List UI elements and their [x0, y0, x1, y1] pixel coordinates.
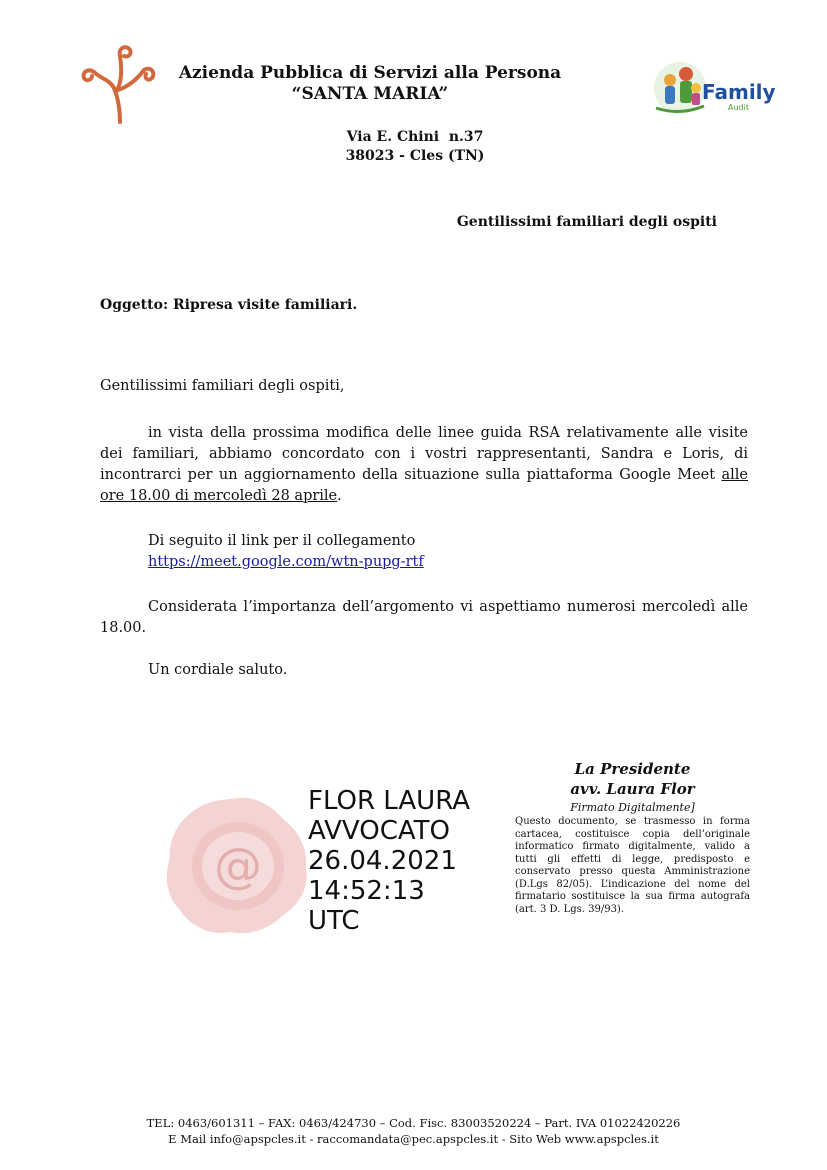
subject-line: Oggetto: Ripresa visite familiari. — [100, 297, 358, 313]
organization-name-line1: Azienda Pubblica di Servizi alla Persona — [178, 63, 562, 83]
stamp-time: 14:52:13 — [308, 876, 425, 906]
paragraph-3-text: Considerata l’importanza dell’argomento vi aspettiamo numerosi mercoledì alle 18.00. — [100, 599, 748, 636]
greeting: Gentilissimi familiari degli ospiti, — [100, 378, 345, 394]
paragraph-1-end: . — [337, 488, 342, 504]
footer — [80, 1115, 747, 1147]
stamp-signer-role: AVVOCATO — [308, 816, 450, 846]
signature-legal-note: Questo documento, se trasmesso in forma cartacea, costituisce copia dell’originale informatico firmato digitalmente, valido a tutti gli effetti di legge, predisposto e conservato presso questa Amministrazione (D.Lgs 82/05). L’indicazione del nome del firmatario sostituisce la sua firma autografa (art. 3 D. Lgs. 39/93). — [515, 816, 750, 915]
paragraph-1-text: in vista della prossima modifica delle linee guida RSA relativamente alle visite dei familiari, abbiamo concordato con i vostri rappresentanti, Sandra e Loris, di incontrarci per un aggiornamento della situazione sulla piattaforma Google Meet — [100, 425, 748, 483]
recipient: Gentilissimi familiari degli ospiti — [456, 214, 717, 230]
meeting-datetime: alle ore 18.00 di mercoledì 28 aprile — [100, 467, 748, 504]
body-paragraph-2 — [100, 531, 748, 573]
organization-name — [150, 63, 590, 105]
body-paragraph-1 — [100, 423, 748, 507]
stamp-date: 26.04.2021 — [308, 846, 457, 876]
family-logo-subtext: Audit — [728, 103, 749, 112]
organization-address — [250, 128, 580, 166]
address-street: Via E. Chini n.37 — [346, 129, 484, 145]
signature-digital-label: Firmato Digitalmente] — [570, 801, 695, 814]
body-paragraph-3 — [100, 597, 748, 639]
organization-tree-logo — [74, 42, 158, 126]
stamp-signer-name: FLOR LAURA — [308, 786, 471, 816]
address-city: 38023 - Cles (TN) — [345, 148, 485, 164]
closing-salutation — [100, 660, 748, 681]
organization-name-line2: “SANTA MARIA” — [291, 84, 449, 104]
footer-emails: E Mail info@apspcles.it - raccomandata@pec.apspcles.it - Sito Web www.apspcles.it — [168, 1132, 659, 1146]
footer-contacts: TEL: 0463/601311 – FAX: 0463/424730 – Cod. Fisc. 83003520224 – Part. IVA 01022420226 — [146, 1116, 681, 1130]
link-intro-text: Di seguito il link per il collegamento — [148, 533, 416, 549]
family-logo-text: Family — [702, 80, 776, 104]
digital-stamp — [308, 786, 470, 936]
stamp-timezone: UTC — [308, 906, 360, 936]
signature-name: avv. Laura Flor — [570, 780, 695, 798]
digital-signature-seal-icon — [158, 790, 318, 940]
signature-title: La Presidente — [574, 760, 691, 778]
family-audit-logo — [650, 58, 776, 120]
signature-block — [515, 759, 750, 916]
svg-text:@: @ — [214, 838, 262, 894]
google-meet-link[interactable]: https://meet.google.com/wtn-pupg-rtf — [148, 554, 424, 570]
closing-text: Un cordiale saluto. — [148, 662, 288, 678]
